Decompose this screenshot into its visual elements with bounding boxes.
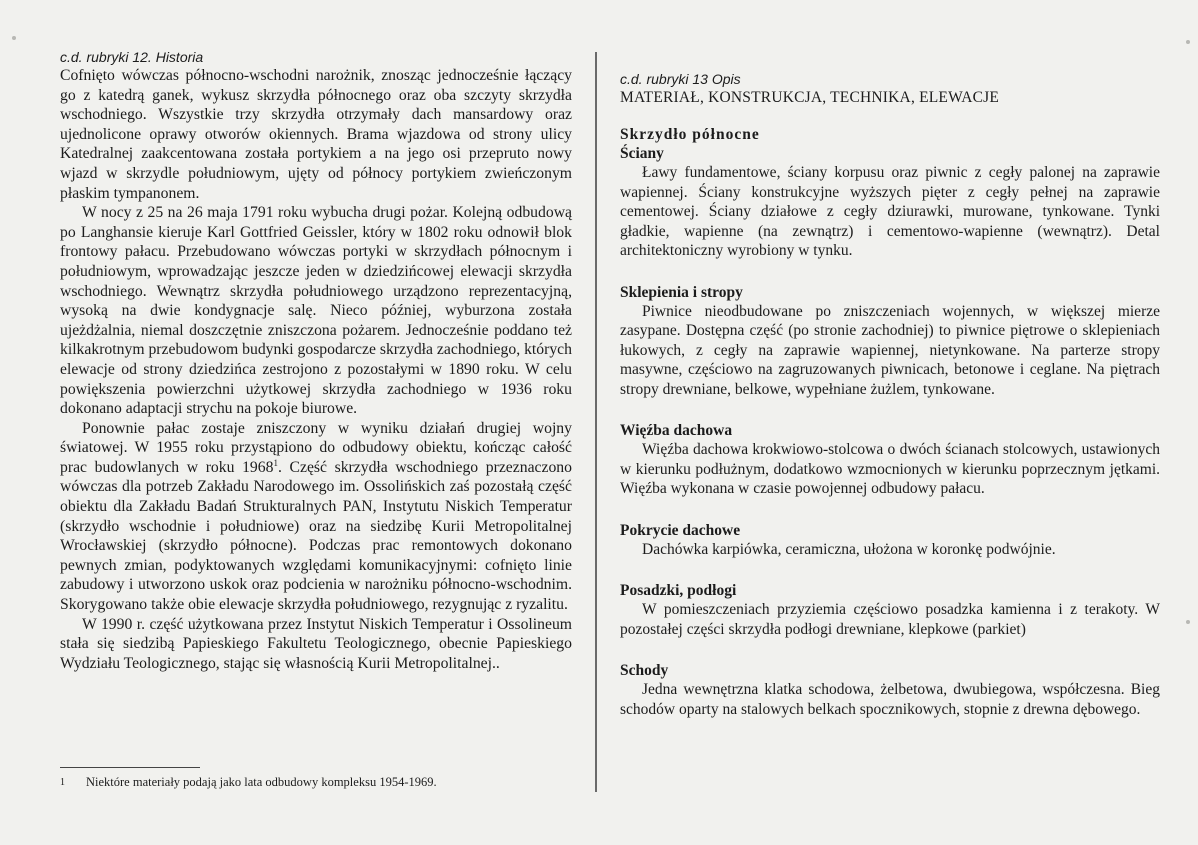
- section-title: Skrzydło północne: [620, 126, 760, 143]
- history-paragraph-3: [60, 419, 572, 615]
- paragraph-3-end: . Część skrzydła wschodniego przeznaczono wówczas dla potrzeb Zakładu Narodowego im. Ossolińskich zaś pozostałą część obiektu dla Zakładu Badań Strukturalnych PAN, Instytutu Niskich Temperatur (skrzydło wschodnie i południowe) oraz na siedzibę Kurii Metropolitalnej Wrocławskiej (skrzydło północne). Podczas prac remontowych dokonano pewnych zmian, podyktowanych względami komunikacyjnymi: cofnięto linie zabudowy i utworzono uskok oraz podcienia w narożniku północno-wschodnim. Skorygowano także obie elewacje skrzydła południowego, rezygnując z ryzalitu.: [60, 458, 572, 614]
- section-text: Piwnice nieodbudowane po zniszczeniach wojennych, w większej mierze zasypane. Dostępna część (po stronie zachodniej) to piwnice piętrowe o sklepieniach łukowych, z cegły na zaprawie wapiennej, nietynkowane. Na parterze stropy masywne, częściowo na zagruzowanych piwnicach, betonowe i ceglane. Na piętrach stropy drewniane, belkowe, wypełniane żużlem, tynkowane.: [620, 302, 1160, 398]
- section-roof-truss: [620, 421, 1160, 499]
- footnote-number: 1: [60, 777, 65, 788]
- scan-speck: [12, 36, 16, 40]
- paragraph-3-start: Ponownie pałac zostaje zniszczony w wyniku działań drugiej wojny światowej. W 1955 roku przystąpiono do odbudowy obiektu, kończąc całość prac budowlanych w roku 1968: [60, 419, 572, 476]
- section-subtitle: Ściany: [620, 145, 664, 162]
- section-text: Więźba dachowa krokwiowo-stolcowa o dwóch ścianach stolcowych, ustawionych w kierunku podłużnym, dodatkowo wzmocnionych w kierunku poprzecznym jętkami. Więźba wykonana w czasie powojennej odbudowy pałacu.: [620, 441, 1160, 497]
- left-column: [60, 48, 572, 673]
- footnote: [60, 775, 572, 790]
- history-paragraph-2: W nocy z 25 na 26 maja 1791 roku wybucha drugi pożar. Kolejną odbudową po Langhansie kieruje Karl Gottfried Geissler, który w 1802 roku odnowił blok frontowy pałacu. Przebudowano wówczas portyki w skrzydłach północnym i południowym, wprowadzając jeszcze jeden w dziedzińcowej elewacji skrzydła wschodniego. Wewnątrz skrzydła południowego urządzono reprezentacyjną, wysoką na dwie kondygnacje salę. Nieco później, wyburzona została ujeżdżalnia, niemal doszczętnie zniszczona pożarem. Jednocześnie poddano też kilkakrotnym przebudowom budynki gospodarcze skrzydła zachodniego, których elewacje od strony dziedzińca zestrojono z pozostałymi w 1890 roku. W celu powiększenia powierzchni użytkowej skrzydła zachodniego w 1936 roku dokonano adaptacji strychu na pokoje biurowe.: [60, 204, 572, 418]
- footnote-text: Niektóre materiały podają jako lata odbudowy kompleksu 1954-1969.: [86, 775, 437, 789]
- section-vaults-ceilings: [620, 283, 1160, 400]
- footnote-separator: [60, 767, 200, 768]
- right-rubric: c.d. rubryki 13 Opis: [620, 71, 741, 87]
- left-rubric: c.d. rubryki 12. Historia: [60, 49, 204, 65]
- section-text: W pomieszczeniach przyziemia częściowo posadzka kamienna i z terakoty. W pozostałej części skrzydła podłogi drewniane, klepkowe (parkiet): [620, 601, 1160, 638]
- section-title: Więźba dachowa: [620, 422, 733, 439]
- section-text: Ławy fundamentowe, ściany korpusu oraz piwnic z cegły palonej na zaprawie wapiennej. Ściany konstrukcyjne wyższych pięter z cegły pełnej na zaprawie cementowej. Ściany działowe z cegły dziurawki, murowane, tynkowane. Tynki gładkie, wapienne (na zewnątrz) i cementowo-wapienne (wewnątrz). Detal architektoniczny wyrobiony w tynku.: [620, 164, 1160, 259]
- history-paragraph-4: W 1990 r. część użytkowana przez Instytut Niskich Temperatur i Ossolineum stała się siedzibą Papieskiego Fakultetu Teologicznego, obecnie Papieskiego Wydziału Teologicznego, stając się własnością Kurii Metropolitalnej..: [60, 615, 572, 672]
- section-floors: [620, 581, 1160, 639]
- section-title: Sklepienia i stropy: [620, 283, 743, 301]
- right-column: [620, 70, 1160, 741]
- scan-speck: [1186, 620, 1190, 624]
- section-walls: [620, 125, 1160, 261]
- scan-speck: [1186, 40, 1190, 44]
- section-title: Pokrycie dachowe: [620, 521, 741, 539]
- history-paragraph-1: Cofnięto wówczas północno-wschodni narożnik, znosząc jednocześnie łączący go z katedrą ganek, wykusz skrzydła północnego oraz oba szczyty skrzydła wschodniego. Wszystkie trzy skrzydła otrzymały dach mansardowy oraz ujednolicone oprawy otworów okiennych. Brama wjazdowa od strony ulicy Katedralnej zaakcentowana została portykiem a na jego osi przeprutо nowy wjazd w skrzydle południowym, ujęty od północy portykiem zwieńczonym płaskim tympanonem.: [60, 67, 572, 202]
- section-stairs: [620, 661, 1160, 719]
- section-title: Schody: [620, 662, 669, 679]
- footnote-reference[interactable]: 1: [273, 457, 278, 468]
- section-roofing: [620, 521, 1160, 560]
- section-text: Jedna wewnętrzna klatka schodowa, żelbetowa, dwubiegowa, współczesna. Bieg schodów oparty na stalowych belkach spocznikowych, stopnie z drewna dębowego.: [620, 681, 1160, 718]
- section-title: Posadzki, podłogi: [620, 582, 737, 599]
- section-heading: MATERIAŁ, KONSTRUKCJA, TECHNIKA, ELEWACJE: [620, 89, 1000, 106]
- column-divider: [595, 52, 597, 792]
- section-text: Dachówka karpiówka, ceramiczna, ułożona w koronkę podwójnie.: [642, 540, 1056, 558]
